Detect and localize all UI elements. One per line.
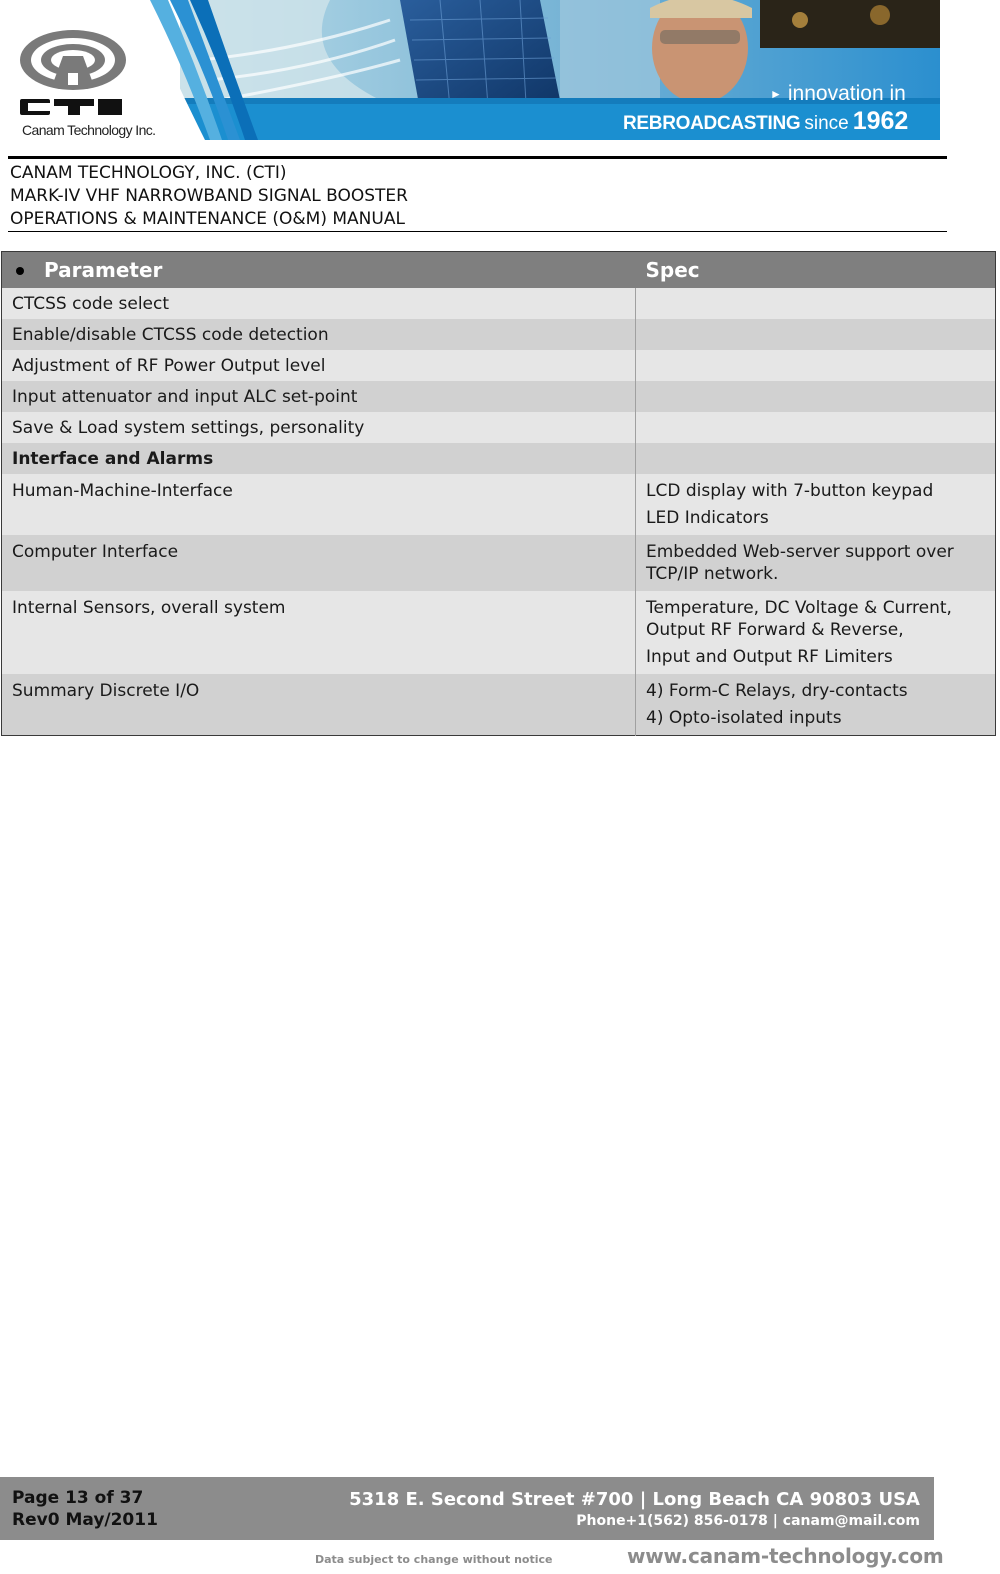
banner-tagline: ► innovation in xyxy=(770,82,906,105)
spec-line: 4) Form-C Relays, dry-contacts xyxy=(646,681,908,701)
spec-cell xyxy=(636,474,996,535)
company-address xyxy=(349,1489,920,1529)
parameter-cell: Computer Interface xyxy=(2,535,636,591)
table-row xyxy=(2,591,996,674)
table-row xyxy=(2,535,996,591)
page-number: Page 13 of 37 xyxy=(12,1488,144,1508)
logo-caption: Canam Technology Inc. xyxy=(22,122,156,138)
table-section-row xyxy=(2,443,996,474)
street-address: 5318 E. Second Street #700 | Long Beach CA 90803 USA xyxy=(349,1489,920,1510)
spec-cell xyxy=(636,381,996,412)
parameter-column-header: Parameter xyxy=(2,252,636,289)
spec-line: LED Indicators xyxy=(646,508,769,528)
parameter-cell: Enable/disable CTCSS code detection xyxy=(2,319,636,350)
product-name: MARK-IV VHF NARROWBAND SIGNAL BOOSTER xyxy=(10,186,408,206)
play-arrow-icon: ► xyxy=(770,87,782,102)
table-row xyxy=(2,381,996,412)
spec-cell xyxy=(636,535,996,591)
parameter-cell: CTCSS code select xyxy=(2,288,636,319)
parameter-cell: Summary Discrete I/O xyxy=(2,674,636,736)
spec-table xyxy=(1,251,996,736)
document-header xyxy=(10,162,408,231)
parameter-cell: Internal Sensors, overall system xyxy=(2,591,636,674)
table-row xyxy=(2,474,996,535)
parameter-cell: Save & Load system settings, personality xyxy=(2,412,636,443)
spec-cell xyxy=(636,350,996,381)
spec-line: 4) Opto-isolated inputs xyxy=(646,708,842,728)
spec-cell xyxy=(636,412,996,443)
table-header-row xyxy=(2,252,996,289)
parameter-cell: Input attenuator and input ALC set-point xyxy=(2,381,636,412)
spec-line: Temperature, DC Voltage & Current, Output RF Forward & Reverse, xyxy=(646,598,952,640)
manual-title: OPERATIONS & MAINTENANCE (O&M) MANUAL xyxy=(10,209,405,229)
spec-line: Input and Output RF Limiters xyxy=(646,647,893,667)
parameter-cell: Human-Machine-Interface xyxy=(2,474,636,535)
spec-column-header: Spec xyxy=(636,252,996,289)
parameter-cell: Adjustment of RF Power Output level xyxy=(2,350,636,381)
contact-info: Phone+1(562) 856-0178 | canam@mail.com xyxy=(576,1513,920,1529)
table-row xyxy=(2,288,996,319)
website-link[interactable]: www.canam-technology.com xyxy=(627,1544,944,1568)
company-name: CANAM TECHNOLOGY, INC. (CTI) xyxy=(10,163,287,183)
header-banner xyxy=(0,0,945,140)
table-row xyxy=(2,350,996,381)
table-row xyxy=(2,412,996,443)
change-notice: Data subject to change without notice xyxy=(315,1553,553,1566)
header-rule-top xyxy=(8,156,947,159)
section-heading-cell: Interface and Alarms xyxy=(2,443,636,474)
bullet-icon xyxy=(16,267,24,275)
spec-cell xyxy=(636,288,996,319)
spec-cell xyxy=(636,319,996,350)
revision: Rev0 May/2011 xyxy=(12,1510,158,1530)
page-info xyxy=(12,1487,158,1531)
spec-cell xyxy=(636,674,996,736)
table-row xyxy=(2,319,996,350)
spec-cell xyxy=(636,591,996,674)
banner-rebroadcasting: REBROADCASTING since 1962 xyxy=(623,107,909,135)
table-row xyxy=(2,674,996,736)
spec-line: LCD display with 7-button keypad xyxy=(646,481,934,501)
header-rule-bottom xyxy=(8,231,947,232)
spec-cell xyxy=(636,443,996,474)
spec-line: Embedded Web-server support over TCP/IP network. xyxy=(646,542,954,584)
